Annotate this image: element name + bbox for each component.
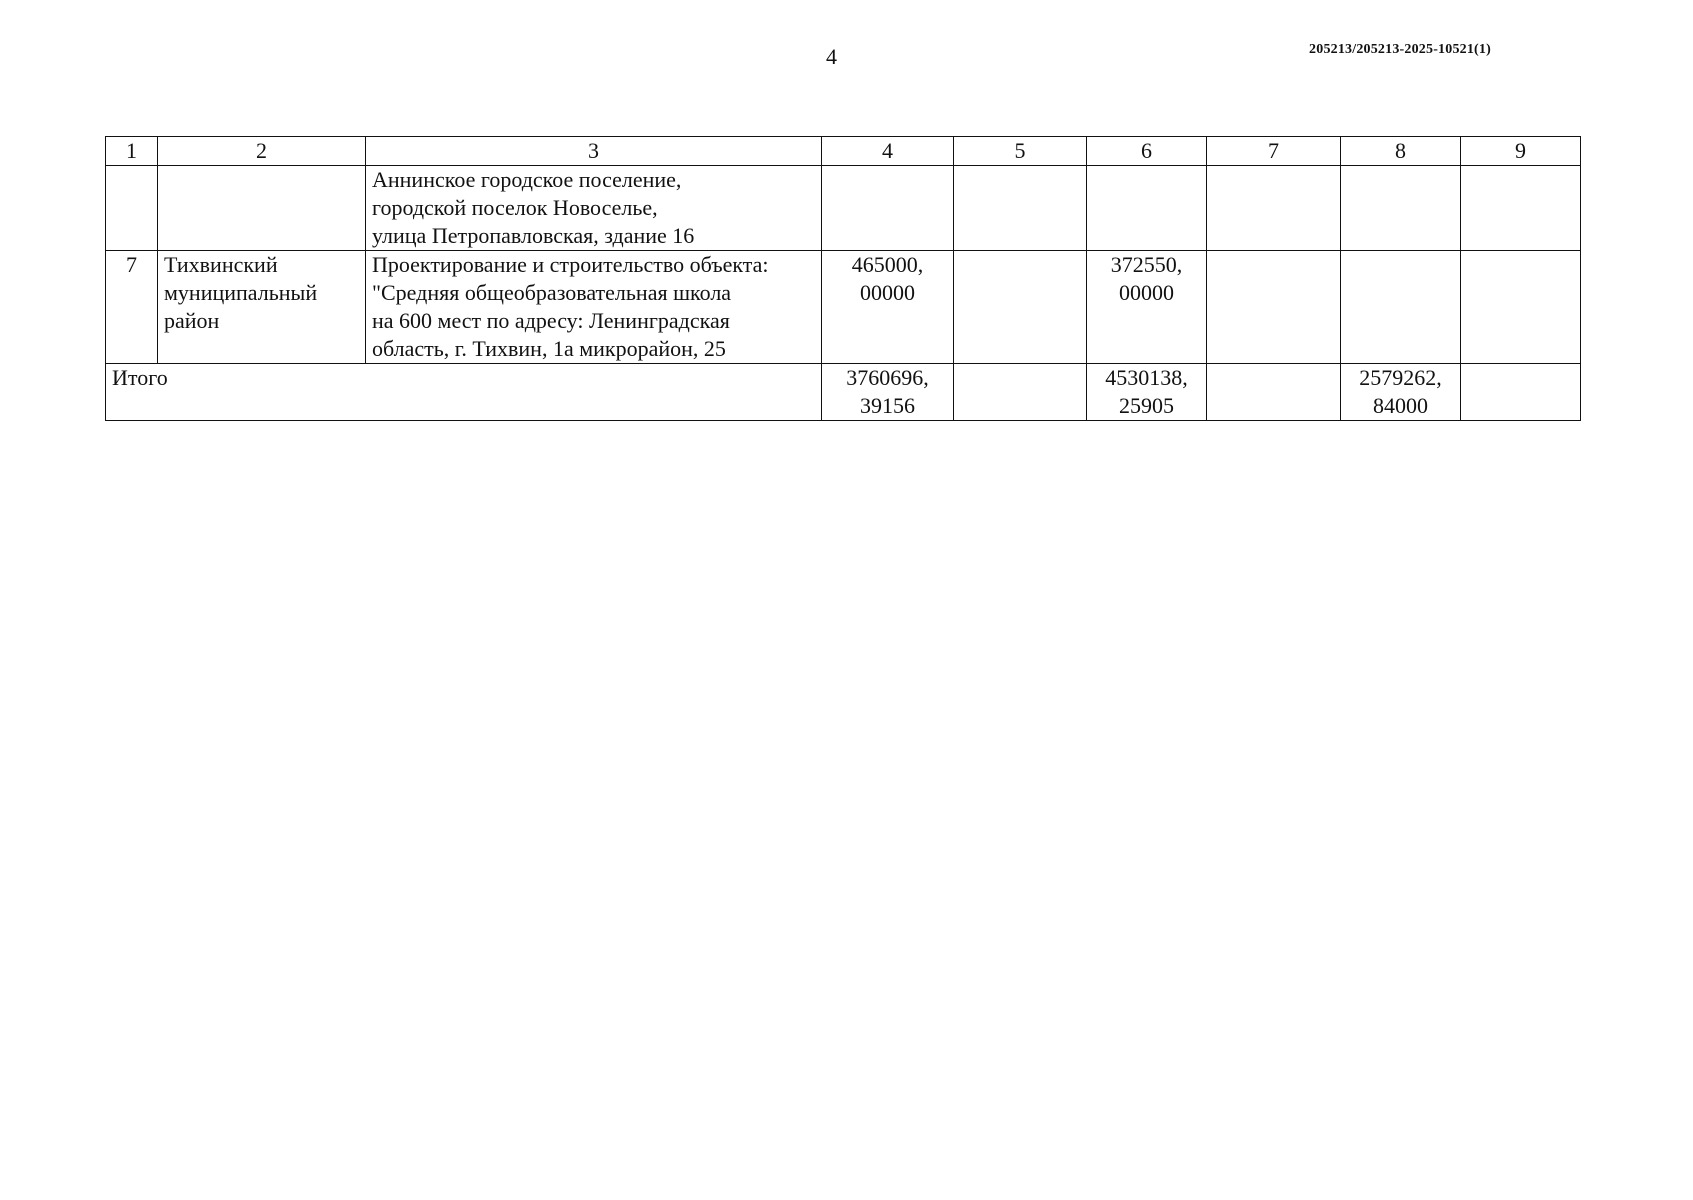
amount-cell-col9	[1461, 251, 1581, 364]
total-col7	[1207, 364, 1341, 421]
document-id: 205213/205213-2025-10521(1)	[1309, 42, 1491, 57]
header-row	[106, 137, 1581, 166]
amount-line: 3760696,	[846, 365, 929, 390]
header-cell: 2	[158, 137, 366, 166]
amount-line: 465000,	[851, 252, 924, 277]
amount-cell-col5	[954, 251, 1087, 364]
amount-line: 00000	[860, 280, 915, 305]
district-cell	[158, 166, 366, 251]
amount-cell-col4	[822, 251, 954, 364]
amount-line: 00000	[1119, 280, 1174, 305]
district-line: муниципальный	[164, 280, 318, 305]
amount-line: 372550,	[1110, 252, 1183, 277]
total-col9	[1461, 364, 1581, 421]
amount-line: 25905	[1119, 393, 1174, 418]
amount-cell-col8	[1341, 166, 1461, 251]
amount-cell-col9	[1461, 166, 1581, 251]
object-description-cell	[366, 166, 822, 251]
row-number-cell: 7	[106, 251, 158, 364]
data-table	[105, 136, 1581, 421]
district-line: Тихвинский	[164, 252, 278, 277]
header-cell: 1	[106, 137, 158, 166]
header-cell: 4	[822, 137, 954, 166]
amount-cell-col7	[1207, 251, 1341, 364]
total-col5	[954, 364, 1087, 421]
total-label: Итого	[106, 364, 822, 421]
header-cell: 9	[1461, 137, 1581, 166]
header-cell: 7	[1207, 137, 1341, 166]
total-row	[106, 364, 1581, 421]
header-cell: 5	[954, 137, 1087, 166]
amount-cell-col5	[954, 166, 1087, 251]
amount-cell-col4	[822, 166, 954, 251]
description-line: Проектирование и строительство объекта:	[372, 252, 769, 277]
header-cell: 8	[1341, 137, 1461, 166]
description-line: улица Петропавловская, здание 16	[372, 223, 695, 248]
description-line: на 600 мест по адресу: Ленинградская	[372, 308, 730, 333]
amount-cell-col8	[1341, 251, 1461, 364]
object-description-cell	[366, 251, 822, 364]
amount-cell-col6	[1087, 166, 1207, 251]
page-number: 4	[826, 44, 837, 69]
description-line: "Средняя общеобразовательная школа	[372, 280, 732, 305]
total-col6	[1087, 364, 1207, 421]
description-line: Аннинское городское поселение,	[372, 167, 682, 192]
amount-cell-col6	[1087, 251, 1207, 364]
amount-line: 39156	[860, 393, 915, 418]
district-line: район	[164, 308, 220, 333]
row-number-cell	[106, 166, 158, 251]
amount-line: 2579262,	[1359, 365, 1442, 390]
total-col4	[822, 364, 954, 421]
description-line: область, г. Тихвин, 1а микрорайон, 25	[372, 336, 726, 361]
district-cell	[158, 251, 366, 364]
header-cell: 3	[366, 137, 822, 166]
table-row	[106, 166, 1581, 251]
header-cell: 6	[1087, 137, 1207, 166]
description-line: городской поселок Новоселье,	[372, 195, 658, 220]
amount-line: 84000	[1373, 393, 1428, 418]
amount-cell-col7	[1207, 166, 1341, 251]
table-row	[106, 251, 1581, 364]
total-col8	[1341, 364, 1461, 421]
amount-line: 4530138,	[1105, 365, 1188, 390]
